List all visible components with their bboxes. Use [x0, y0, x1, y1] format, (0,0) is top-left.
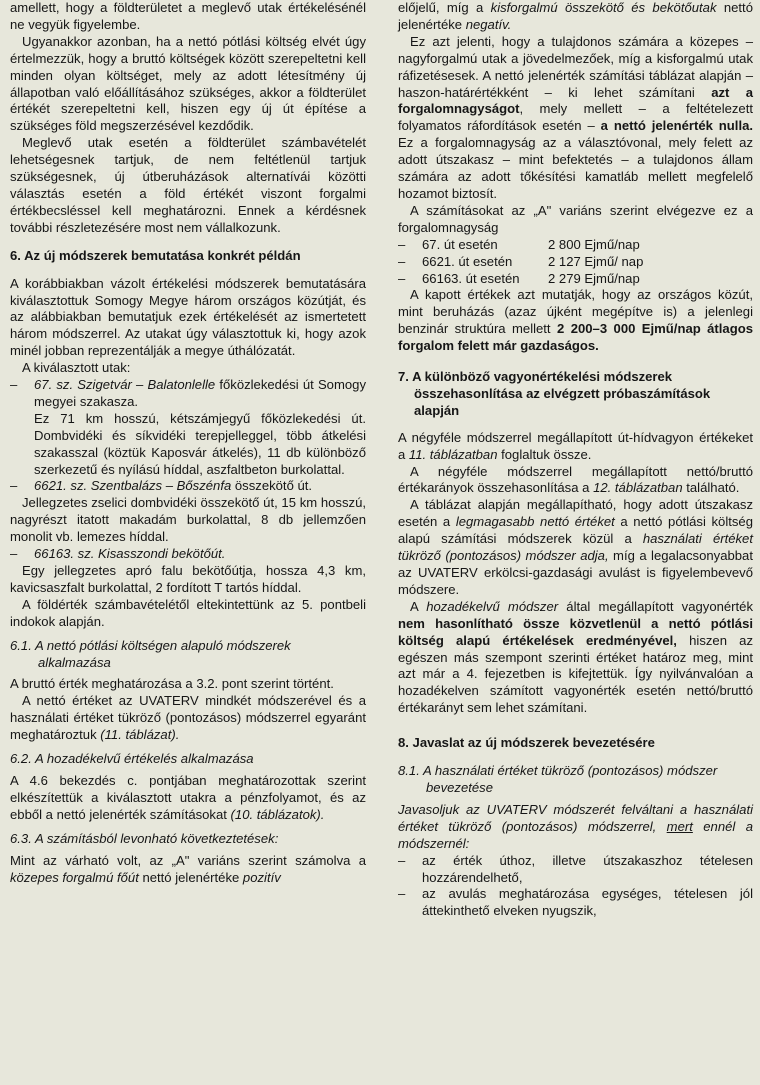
dash: – — [10, 377, 18, 393]
paragraph: A négyféle módszerrel megállapított út-hídvagyon értékeket a 11. táblázatban foglaltuk össze. — [398, 429, 753, 462]
road-description: Jellegzetes zselici dombvidéki összekötő út, 15 km hosszú, nagyrészt itatott makadám burkolattal, 8 db jellemzően monolit vb. lemezes híddal. — [10, 495, 366, 545]
paragraph: A bruttó érték meghatározása a 3.2. pont szerint történt. — [10, 676, 334, 692]
dash: – — [10, 478, 18, 494]
paragraph: előjelű, míg a kisforgalmú összekötő és bekötőutak nettó jelenértéke negatív. — [398, 0, 753, 32]
road-name: 6621. sz. Szentbalázs – Bőszénfa — [34, 478, 232, 494]
section-heading-7: 7. A különböző vagyonértékelési módszerek összehasonlítása az elvégzett próbaszámítások alapján — [398, 369, 711, 418]
paragraph: Javasoljuk az UVATERV módszerét felváltani a használati értéket tükröző (pontozásos) módszerrel, mert ennél a módszernél: — [398, 801, 753, 851]
road-list-item — [10, 478, 366, 495]
paragraph: A 4.6 bekezdés c. pontjában meghatározottak szerint elkészítettük a kiválasztott utakra a pénzfolyamot, és az ebből a nettó jelenérték számításokat (10. táblázatok). — [10, 772, 366, 822]
subsection-heading-8-1: 8.1. A használati értéket tükröző (pontozásos) módszer bevezetése — [398, 763, 718, 795]
list-item: – az avulás meghatározása egységes, tételesen jól áttekinthető elveken nyugszik, — [398, 886, 753, 919]
paragraph: Ugyanakkor azonban, ha a nettó pótlási költség elvét úgy értelmezzük, hogy a bruttó költségek között szerepeltetni kell minden olyan költséget, mely az adott létesítmény új állapotban való előállításához szükséges, akkor a földterület értékét szerepeltetni kell, hiszen egy új út építése a szükséges föld megszerzésével kezdődik. — [10, 33, 366, 134]
dash: – — [10, 546, 18, 562]
paragraph: A földérték számbavételétől eltekintettünk az 5. pontbeli indokok alapján. — [10, 596, 366, 629]
paragraph: A hozadékelvű módszer által megállapított vagyonérték nem hasonlítható össze közvetlenül a nettó pótlási költség alapú értékelések eredményével, hiszen az egészen más szempont szerinti értéket határoz meg, mint azt már a 4. fejezetben is kifejtettük. Így nyilvánvalóan a hozadékelven számított vagyonérték esetén nettó/bruttó értékarányt sem lehet számítani. — [398, 598, 753, 716]
left-column — [10, 0, 366, 886]
paragraph: A kiválasztott utak: — [22, 360, 131, 376]
section-heading-8: 8. Javaslat az új módszerek bevezetésére — [398, 735, 655, 751]
list-item: – az érték úthoz, illetve útszakaszhoz tételesen hozzárendelhető, — [398, 852, 753, 885]
subsection-heading-6-3: 6.3. A számításból levonható következtetések: — [10, 830, 279, 846]
paragraph: Mint az várható volt, az „A" variáns szerint számolva a közepes forgalmú főút nettó jelenértéke pozitív — [10, 852, 366, 885]
road-name: 66163. sz. Kisasszondi bekötőút. — [34, 546, 226, 562]
road-name: 67. sz. Szigetvár – Balatonlelle — [34, 377, 216, 393]
road-list-item — [10, 546, 366, 563]
road-description: Egy jellegzetes apró falu bekötőútja, hossza 4,3 km, kavicsaszfalt burkolattal, 2 fordított T tartós híddal. — [10, 563, 366, 595]
paragraph: A korábbiakban vázolt értékelési módszerek bemutatására kiválasztottuk Somogy Megye három országos közútját, és az alábbiakban bemutatjuk ezek értékelését az ismertetett három módszerrel. Az utakat úgy választottuk ki, hogy azok minél jobban reprezentálják a megye úthálózatát. — [10, 275, 366, 359]
paragraph: amellett, hogy a földterületet a meglevő utak értékelésénél ne vegyük figyelembe. — [10, 0, 366, 32]
traffic-row: – 66163. út esetén 2 279 Ejmű/nap — [398, 270, 640, 286]
paragraph: A táblázat alapján megállapítható, hogy adott útszakasz esetén a legmagasabb nettó értéket a nettó pótlási költség alapú számítási módszerek közül a használati értéket tükröző (pontozásos) módszer adja, míg a legalacsonyabbat az UVATERV erkölcsi-gazdasági avulást is figyelembevevő módszere. — [398, 497, 753, 597]
paragraph: A számításokat az „A" variáns szerint elvégezve ez a forgalomnagyság — [398, 202, 753, 235]
subsection-heading-6-1: 6.1. A nettó pótlási költségen alapuló módszerek alkalmazása — [10, 637, 291, 670]
road-list-item — [10, 377, 366, 411]
traffic-row: – 6621. út esetén 2 127 Ejmű/ nap — [398, 253, 644, 269]
traffic-list — [398, 237, 753, 288]
paragraph: A nettó értéket az UVATERV mindkét módszerével és a használati értéket tükröző (pontozásos) módszerrel egyaránt meghatároztuk (11. táblázat). — [10, 693, 366, 743]
paragraph: Meglevő utak esetén a földterület számbavételét lehetségesnek tartjuk, de nem feltétlenül tartjuk szükségesnek, új útberuházások alternatívái közötti választás esetén a föld értékét viszont forgalmi értékbecsléssel kell meghatározni. Ennek a kérdésnek további részletezésére most nem vállalkozunk. — [10, 135, 366, 235]
paragraph: A négyféle módszerrel megállapított nettó/bruttó értékarányok összehasonlítása a 12. táblázatban található. — [398, 463, 753, 496]
paragraph: A kapott értékek azt mutatják, hogy az országos közút, mint beruházás (azaz újként megépítve is) a jelenlegi benzinár struktúra mellett 2 200–3 000 Ejmű/nap átlagos forgalom felett már gazdaságos. — [398, 287, 753, 354]
section-heading-6: 6. Az új módszerek bemutatása konkrét példán — [10, 247, 301, 263]
subsection-heading-6-2: 6.2. A hozadékelvű értékelés alkalmazása — [10, 751, 254, 767]
paragraph: Ez azt jelenti, hogy a tulajdonos számára a közepes – nagyforgalmú utak a jövedelmezőek, míg a kisforgalmú utak ráfizetésesek. A nettó jelenérték számítási táblázat alapján – haszon-határértékként – ki lehet számítani azt a forgalomnagyságot, mely mellett – a feltételezett folyamatos ráfordítások esetén – a nettó jelenérték nulla. Ez a forgalomnagyság az a választóvonal, mely felett az adott útszakasz – mint befektetés – a tulajdonos állam számára az adott tőkésítési kamatláb mellett megfelelő hozamot biztosít. — [398, 33, 754, 201]
road-type: főközlekedési út Somogy megyei szakasza. — [34, 377, 366, 409]
right-column — [398, 0, 753, 920]
road-description: Ez 71 km hosszú, kétszámjegyű főközlekedési út. Dombvidéki és síkvidéki terepjelleggel, több átkelési szakasszal (köztük Kaposvár átkelés), 11 db különböző szerkezetű és nyílású híddal, aszfaltbeton burkolattal. — [34, 410, 366, 477]
traffic-row: – 67. út esetén 2 800 Ejmű/nap — [398, 236, 640, 252]
road-type: összekötő út. — [231, 478, 313, 494]
